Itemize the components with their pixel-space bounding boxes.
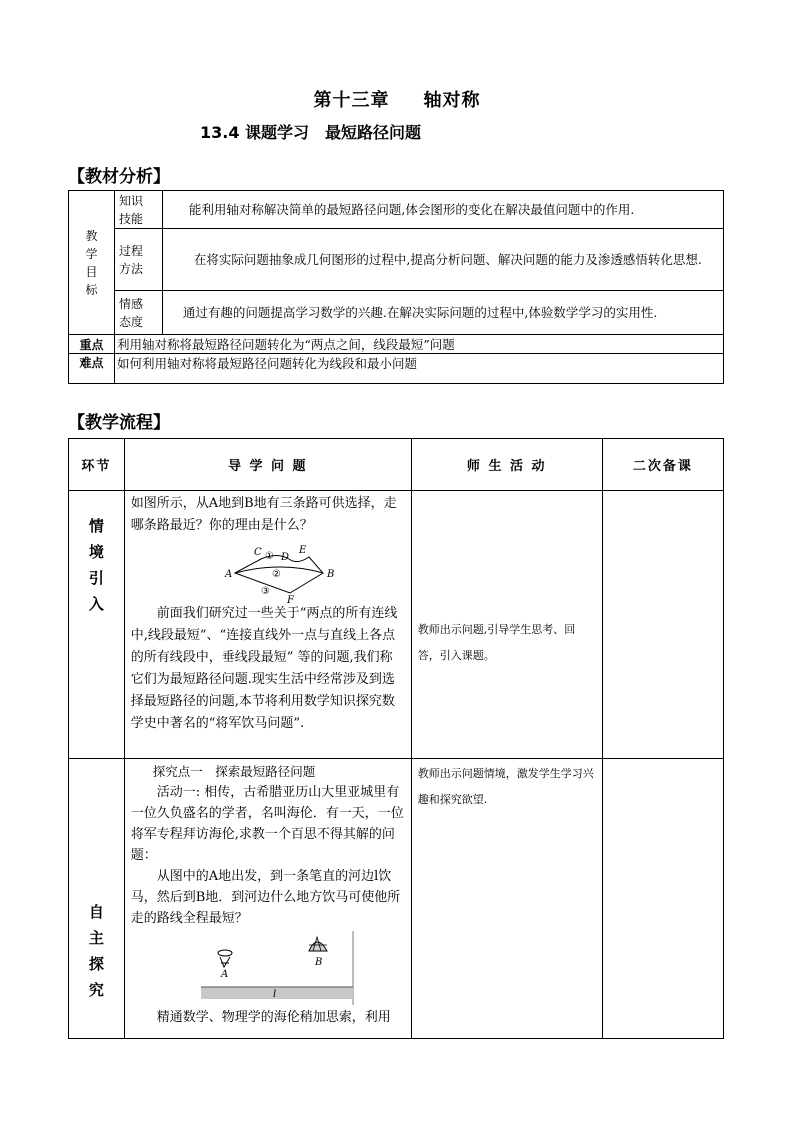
- stage-intro-label: 情 境 引 入: [69, 491, 125, 759]
- tent-icon: [309, 937, 327, 951]
- label-route-2: ②: [271, 569, 281, 580]
- goal-text-process: 在将实际问题抽象成几何图形的过程中,提高分析问题、解决问题的能力及渗透感悟转化思想.: [162, 229, 723, 291]
- river-label-B: B: [314, 957, 323, 968]
- chapter-heading: [0, 86, 794, 112]
- header-stage: 环节: [69, 439, 125, 491]
- label-F: F: [286, 595, 294, 603]
- explore-p3: 精通数学、物理学的海伦稍加思索，利用: [156, 1010, 391, 1025]
- label-route-3: ③: [260, 586, 270, 597]
- goal-label: 教 学 目 标: [69, 191, 115, 335]
- key-point-text: 利用轴对称将最短路径问题转化为“两点之间，线段最短”问题: [114, 335, 723, 354]
- key-point-label: 重点: [69, 335, 115, 354]
- explore-activity: 教师出示问题情境，激发学生学习兴趣和探究欲望.: [411, 759, 602, 1039]
- goal-label-knowledge: 知识 技能: [114, 191, 162, 229]
- river-label-l: l: [272, 989, 276, 1000]
- header-activity: 师 生 活 动: [411, 439, 602, 491]
- explore-p1: 活动一: 相传，古希腊亚历山大里亚城里有一位久负盛名的学者，名叫海伦．有一天，一位将军专程拜访海伦,求教一个百思不得其解的问题：: [130, 785, 404, 863]
- river-figure: [131, 929, 405, 1007]
- general-icon: [218, 950, 232, 967]
- intro-notes: [602, 491, 723, 759]
- difficulty-text: 如何利用轴对称将最短路径问题转化为线段和最小问题: [114, 354, 723, 384]
- intro-text: 前面我们研究过一些关于“两点的所有连线中,线段最短”、“连接直线外一点与直线上各点的所有线段中，垂线段最短” 等的问题,我们称它们为最短路径问题.现实生活中经常涉及到选择最短路径的问题,本节将利用数学知识探究数学史中著名的“将军饮马问题”.: [130, 606, 398, 731]
- river-label-A: A: [220, 969, 228, 980]
- intro-question: 如图所示，从A地到B地有三条路可供选择，走哪条路最近？你的理由是什么？: [130, 496, 397, 533]
- chapter-number: 第十三章: [313, 90, 390, 111]
- header-question: 导 学 问 题: [124, 439, 411, 491]
- analysis-section-title: 【教材分析】: [68, 167, 170, 187]
- label-E: E: [298, 545, 307, 556]
- intro-activity: 教师出示问题,引导学生思考、回答，引入课题。: [411, 491, 602, 759]
- stage-intro-question-cell: [124, 491, 411, 759]
- explore-p2: 从图中的A地出发，到一条笔直的河边l饮马，然后到B地．到河边什么地方饮马可使他所走的路线全程最短？: [130, 869, 401, 926]
- stage-explore-question-cell: [124, 759, 411, 1039]
- difficulty-label: 难点: [69, 354, 115, 384]
- river-bank: [201, 987, 353, 999]
- flow-section-title: 【教学流程】: [68, 413, 170, 433]
- label-D: D: [280, 552, 289, 563]
- analysis-table: [68, 190, 724, 384]
- label-route-1: ①: [264, 551, 274, 562]
- header-notes: 二次备课: [602, 439, 723, 491]
- goal-label-attitude: 情感 态度: [114, 291, 162, 335]
- goal-text-knowledge: 能利用轴对称解决简单的最短路径问题,体会图形的变化在解决最值问题中的作用.: [162, 191, 723, 229]
- chapter-title: 轴对称: [423, 90, 481, 111]
- label-A: A: [224, 569, 232, 580]
- lesson-title: 13.4 课题学习 最短路径问题: [200, 123, 422, 142]
- route-figure: [131, 537, 405, 603]
- stage-explore-label: 自 主 探 究: [69, 759, 125, 1039]
- explore-notes: [602, 759, 723, 1039]
- label-B: B: [326, 569, 335, 580]
- flow-table: [68, 438, 724, 1039]
- goal-label-process: 过程 方法: [114, 229, 162, 291]
- label-C: C: [253, 547, 262, 558]
- explore-point: 探究点一 探索最短路径问题: [152, 764, 316, 779]
- goal-text-attitude: 通过有趣的问题提高学习数学的兴趣.在解决实际问题的过程中,体验数学学习的实用性.: [162, 291, 723, 335]
